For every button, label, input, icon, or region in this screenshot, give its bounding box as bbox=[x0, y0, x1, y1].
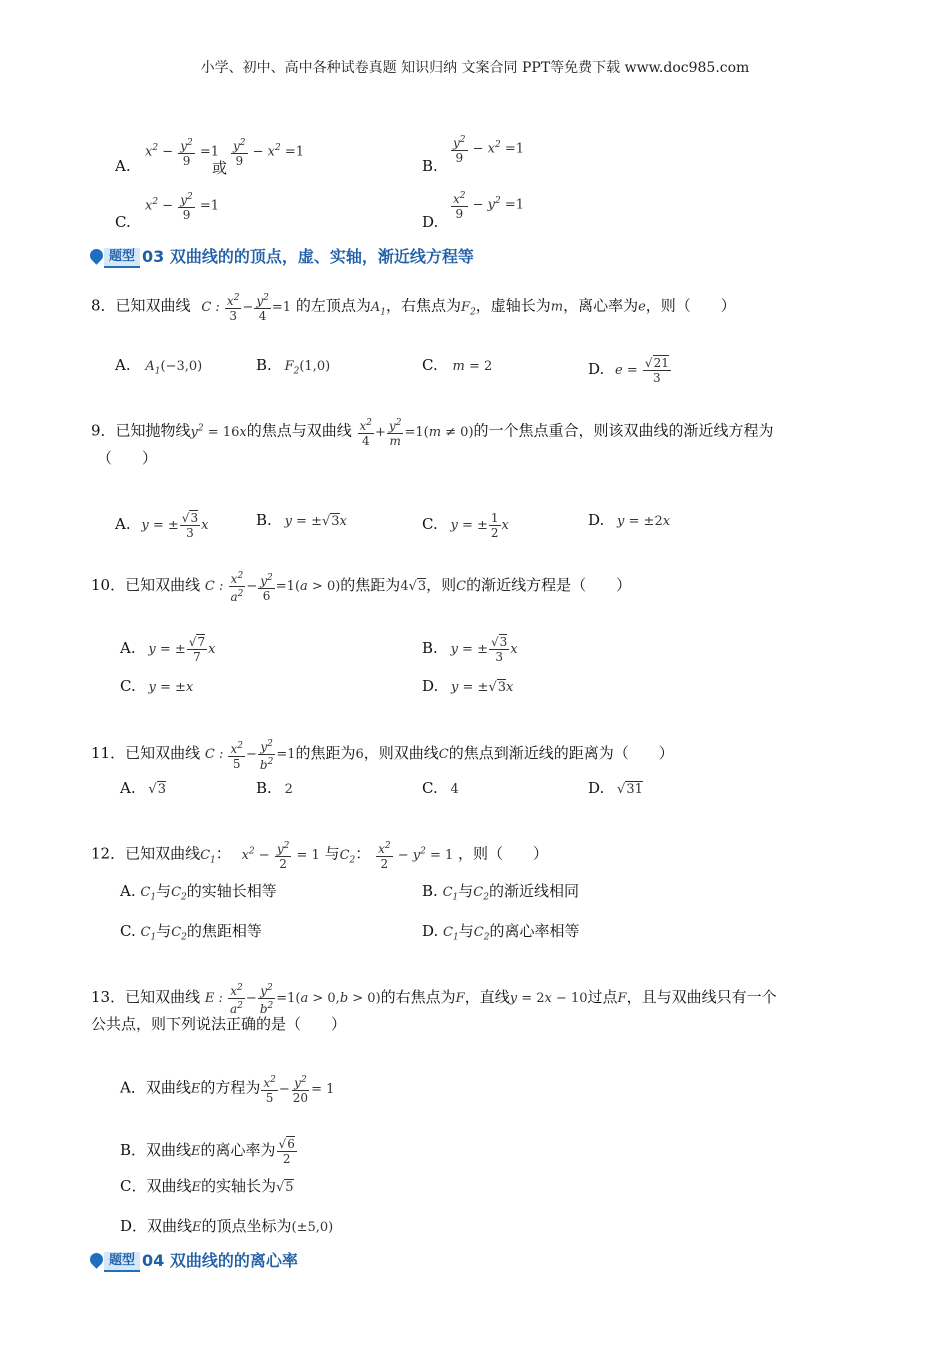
q13-option-d: D．双曲线E的顶点坐标为(±5,0) bbox=[120, 1217, 334, 1235]
q10-option-b: B. y = ± $\frac{√3}{3}$ x bbox=[422, 635, 518, 664]
q9-option-c: C. y = ± $\frac{1}{2}$ x bbox=[422, 511, 509, 540]
q11-option-d: D. √31 bbox=[588, 779, 643, 797]
question-9-stem: 9．已知抛物线$y^2 = 16x$的焦点与双曲线 $\frac{x^2}{4}$ + $\frac{y^2}{m}$ =1(m ≠ 0)的一个焦点重合，则该双曲线的渐近线方程为 bbox=[91, 418, 774, 448]
q8-option-b: B. $F_2(1,0)$ bbox=[256, 356, 331, 377]
option-c-formula: $x^2$ − $\frac{y^2}{9}$ =1 bbox=[145, 192, 220, 222]
or-text: 或 bbox=[212, 159, 228, 177]
question-10-stem: 10．已知双曲线 C : $\frac{x^2}{a^2}$ − $\frac{y^2}{6}$ =1(a > 0)的焦距为4√3，则C的渐近线方程是（ ） bbox=[91, 571, 632, 604]
location-pin-icon: 题型 bbox=[90, 248, 142, 268]
q9-option-a: A. y = ± $\frac{√3}{3}$ x bbox=[115, 511, 209, 540]
q9-option-b: B. y = ±√3x bbox=[256, 511, 347, 529]
q11-option-c: C. 4 bbox=[422, 779, 459, 797]
q10-option-c: C. y = ±x bbox=[120, 677, 194, 695]
q8-option-c: C. m = 2 bbox=[422, 356, 493, 374]
option-d-formula: $\frac{x^2}{9}$ − $y^2 =1$ bbox=[453, 191, 525, 221]
option-c-label: C. bbox=[115, 213, 131, 231]
option-a-formula: $x^2$ − $\frac{y^2}{9}$ =1 bbox=[145, 138, 220, 168]
q13-option-a: A．双曲线E的方程为 $\frac{x^2}{5}$ − $\frac{y^2}{20}$ = 1 bbox=[120, 1075, 335, 1105]
section-04-heading: 题型 04 双曲线的的离心率 bbox=[90, 1248, 298, 1272]
question-12-stem: 12．已知双曲线$C_1$： $x^2$ − $\frac{y^2}{2}$ = 1 与$C_2$： $\frac{x^2}{2}$ − $y^2 = 1$ ，则（ ） bbox=[91, 841, 549, 871]
q12-option-a: A. $C_1$与$C_2$的实轴长相等 bbox=[120, 882, 277, 903]
q13-option-c: C．双曲线E的实轴长为√5 bbox=[120, 1177, 294, 1195]
q13-option-b: B．双曲线E的离心率为 $\frac{√6}{2}$ bbox=[120, 1137, 295, 1166]
q8-option-a: A. $A_1(-3,0)$ bbox=[115, 356, 203, 377]
q9-option-d: D. y = ±2x bbox=[588, 511, 671, 529]
question-11-stem: 11．已知双曲线 C : $\frac{x^2}{5}$ − $\frac{y^2}{b^2}$ =1的焦距为6，则双曲线C的焦点到渐近线的距离为（ ） bbox=[91, 739, 674, 772]
option-b-label: B. bbox=[422, 157, 438, 175]
q11-option-b: B. 2 bbox=[256, 779, 293, 797]
q10-option-d: D. y = ±√3x bbox=[422, 677, 514, 695]
q9-paren: （ ） bbox=[97, 449, 158, 467]
question-13-stem: 13．已知双曲线 E : $\frac{x^2}{a^2}$ − $\frac{y^2}{b^2}$ =1(a > 0,b > 0)的右焦点为F，直线y = 2x − 10过点F，且与双曲线只有一个 bbox=[91, 983, 777, 1016]
page-header: 小学、初中、高中各种试卷真题 知识归纳 文案合同 PPT等免费下载 www.doc985.com bbox=[200, 60, 750, 76]
question-8-stem: 8．已知双曲线 C : $\frac{x^2}{3}$ − $\frac{y^2}{4}$ =1 的左顶点为$A_1$，右焦点为$F_2$，虚轴长为m，离心率为e，则（ ） bbox=[91, 293, 736, 323]
q12-option-d: D. $C_1$与$C_2$的离心率相等 bbox=[422, 922, 580, 943]
q11-option-a: A. √3 bbox=[120, 779, 166, 797]
option-d-label: D. bbox=[422, 213, 439, 231]
q8-option-d: D. e = $\frac{√21}{3}$ bbox=[588, 356, 669, 385]
option-a-formula-2: $\frac{y^2}{9}$ − $x^2 =1$ bbox=[233, 138, 305, 168]
section-03-heading: 题型 03 双曲线的的顶点，虚、实轴，渐近线方程等 bbox=[90, 244, 474, 268]
q12-option-b: B. $C_1$与$C_2$的渐近线相同 bbox=[422, 882, 579, 903]
location-pin-icon: 题型 bbox=[90, 1252, 142, 1272]
q13-stem-line2: 公共点，则下列说法正确的是（ ） bbox=[91, 1015, 347, 1033]
option-a-label: A. bbox=[115, 157, 131, 175]
q12-option-c: C. $C_1$与$C_2$的焦距相等 bbox=[120, 922, 262, 943]
q10-option-a: A. y = ± $\frac{√7}{7}$ x bbox=[120, 635, 216, 664]
option-b-formula: $\frac{y^2}{9}$ − $x^2 =1$ bbox=[453, 135, 525, 165]
